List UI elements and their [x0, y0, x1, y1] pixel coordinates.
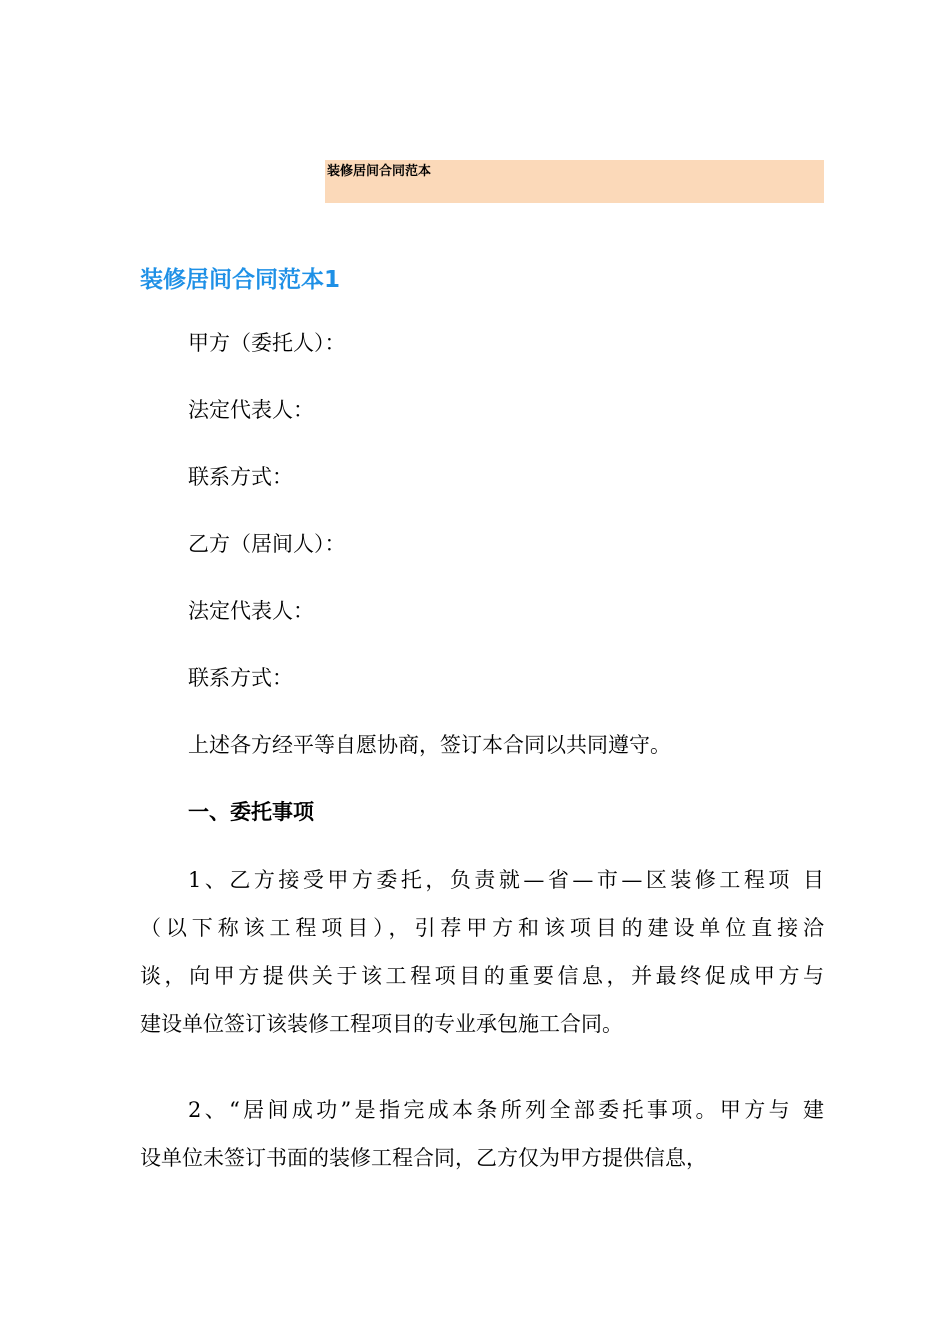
party-b-line: 乙方（居间人）：: [188, 532, 346, 556]
party-b-representative-line: 法定代表人：: [188, 599, 314, 623]
party-a-representative-line: 法定代表人：: [188, 398, 314, 422]
party-a-contact-line: 联系方式：: [188, 465, 293, 489]
clause-1-line: 建设单位签订该装修工程项目的专业承包施工合同。: [140, 1012, 623, 1036]
party-b-contact-line: 联系方式：: [188, 666, 293, 690]
clause-2-paragraph: [140, 1086, 824, 1182]
intro-paragraph: 上述各方经平等自愿协商，签订本合同以共同遵守。: [188, 733, 671, 757]
header-title: 装修居间合同范本: [327, 164, 432, 179]
clause-1-line: （以下称该工程项目），引荐甲方和该项目的建设单位直接洽: [140, 916, 824, 940]
clause-1-line: 谈，向甲方提供关于该工程项目的重要信息，并最终促成甲方与: [140, 964, 824, 988]
clause-2-line: 2、“居间成功”是指完成本条所列全部委托事项。甲方与 建: [188, 1098, 824, 1122]
clause-1-paragraph: [140, 856, 824, 1048]
section-1-heading: 一、委托事项: [188, 800, 314, 824]
document-title: 装修居间合同范本1: [140, 267, 341, 293]
clause-2-line: 设单位未签订书面的装修工程合同，乙方仅为甲方提供信息，: [140, 1146, 707, 1170]
clause-1-line: 1、乙方接受甲方委托，负责就—省—市—区装修工程项 目: [188, 868, 824, 892]
header-band: [325, 160, 824, 203]
party-a-line: 甲方（委托人）：: [188, 331, 346, 355]
